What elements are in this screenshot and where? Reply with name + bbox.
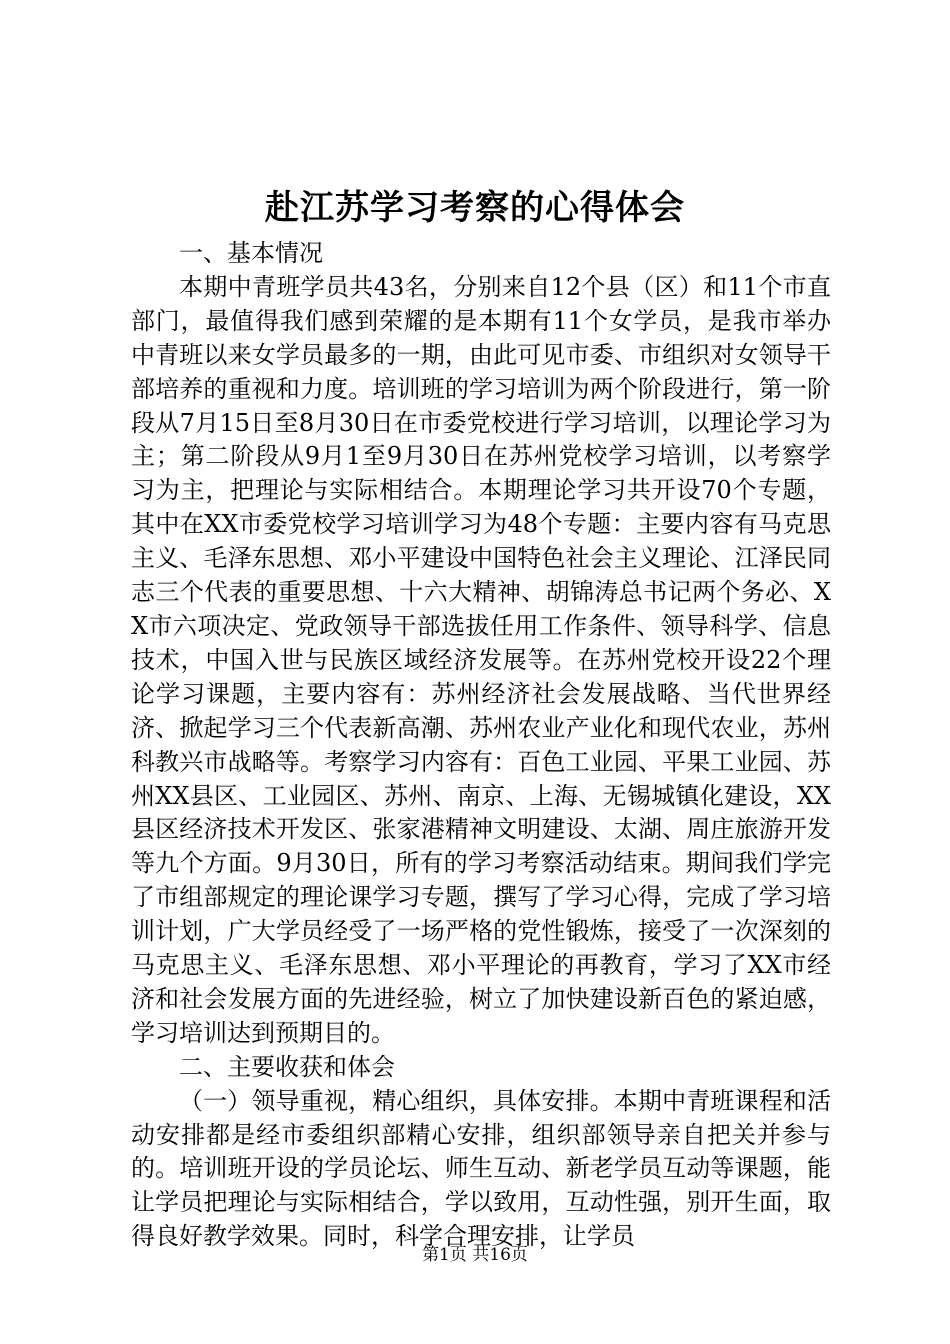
paragraph-basic-info: 本期中青班学员共43名，分别来自12个县（区）和11个市直部门，最值得我们感到荣耀的是本期有11个女学员，是我市举办中青班以来女学员最多的一期，由此可见市委、市组织对女领导干部培养的重视和力度。培训班的学习培训为两个阶段进行，第一阶段从7月15日至8月30日在市委党校进行学习培训，以理论学习为主；第二阶段从9月1至9月30日在苏州党校学习培训，以考察学习为主，把理论与实际相结合。本期理论学习共开设70个专题，其中在XX市委党校学习培训学习为48个专题：主要内容有马克思主义、毛泽东思想、邓小平建设中国特色社会主义理论、江泽民同志三个代表的重要思想、十六大精神、胡锦涛总书记两个务必、XX市六项决定、党政领导干部选拔任用工作条件、领导科学、信息技术，中国入世与民族区域经济发展等。在苏州党校开设22个理论学习课题，主要内容有：苏州经济社会发展战略、当代世界经济、掀起学习三个代表新高潮、苏州农业产业化和现代农业，苏州科教兴市战略等。考察学习内容有：百色工业园、平果工业园、苏州XX县区、工业园区、苏州、南京、上海、无锡城镇化建设，XX县区经济技术开发区、张家港精神文明建设、太湖、周庄旅游开发等九个方面。9月30日，所有的学习考察活动结束。期间我们学完了市组部规定的理论课学习专题，撰写了学习心得，完成了学习培训计划，广大学员经受了一场严格的党性锻炼，接受了一次深刻的马克思主义、毛泽东思想、邓小平理论的再教育，学习了XX市经济和社会发展方面的先进经验，树立了加快建设新百色的紧迫感，学习培训达到预期目的。 — [131, 272, 831, 1047]
paragraph-leadership: （一）领导重视，精心组织，具体安排。本期中青班课程和活动安排都是经市委组织部精心安排，组织部领导亲自把关并参与的。培训班开设的学员论坛、师生互动、新老学员互动等课题，能让学员把理论与实际相结合，学以致用，互动性强，别开生面，取得良好教学效果。同时，科学合理安排，让学员 — [131, 1086, 831, 1251]
page-footer: 第1页 共16页 — [422, 1245, 528, 1265]
section-heading-gains: 二、主要收获和体会 — [179, 1052, 395, 1081]
section-heading-basic-info: 一、基本情况 — [179, 239, 323, 267]
document-body — [131, 237, 831, 1254]
document-title: 赴江苏学习考察的心得体会 — [265, 188, 685, 228]
